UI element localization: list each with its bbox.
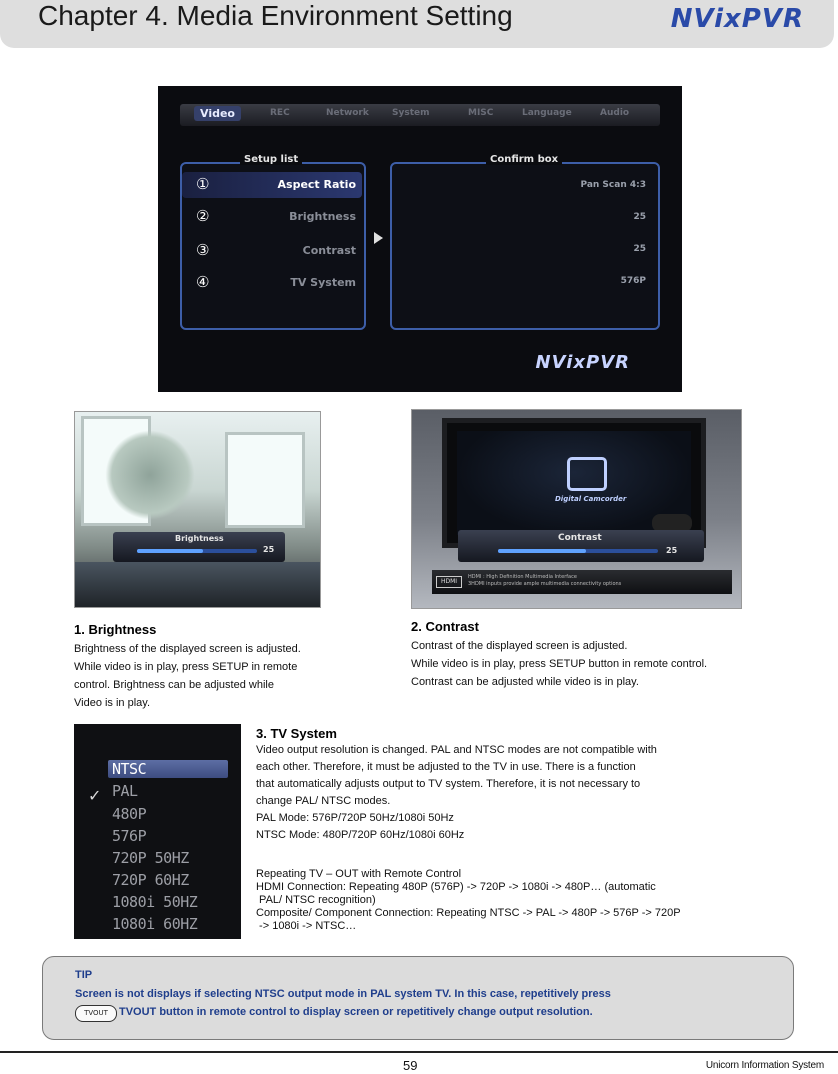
osd-label: Contrast	[558, 533, 602, 543]
tv-system-option-720p-50hz: 720P 50HZ	[112, 849, 189, 867]
menu-tab-bar	[180, 104, 660, 126]
menu-brand-logo: NVixPVR	[535, 352, 630, 373]
tv-system-option-pal: PAL	[112, 782, 138, 800]
contrast-description	[411, 637, 707, 691]
tv-system-menu-screenshot	[74, 724, 241, 939]
footer-divider	[0, 1051, 838, 1053]
setup-item-label: TV System	[290, 276, 356, 289]
camcorder-icon	[567, 457, 607, 491]
tv-system-option-1080i-50hz: 1080i 50HZ	[112, 893, 198, 911]
text-line: -> 1080i -> NTSC…	[256, 920, 357, 932]
contrast-level-fill	[498, 549, 586, 553]
tab-misc: MISC	[468, 108, 494, 118]
text-line: PAL Mode: 576P/720P 50Hz/1080i 50Hz	[256, 812, 454, 824]
contrast-photo	[411, 409, 742, 609]
tab-language: Language	[522, 108, 572, 118]
confirm-value-contrast: 25	[633, 244, 646, 254]
brightness-description	[74, 640, 301, 712]
tv-system-repeat-notes	[256, 868, 681, 933]
checkmark-icon: ✓	[88, 786, 102, 805]
tab-network: Network	[326, 108, 369, 118]
tree-decor	[105, 430, 195, 520]
tab-audio: Audio	[600, 108, 630, 118]
setup-item-label: Contrast	[302, 244, 356, 257]
setup-item-number: ①	[196, 175, 210, 193]
brightness-level-fill	[137, 549, 203, 553]
text-line: Composite/ Component Connection: Repeating NTSC -> PAL -> 480P -> 576P -> 720P	[256, 907, 681, 919]
text-line: Video is in play.	[74, 697, 151, 709]
brightness-osd	[113, 532, 285, 562]
setup-item-label: Aspect Ratio	[277, 178, 356, 191]
text-line: While video is in play, press SETUP in remote	[74, 661, 298, 673]
hdmi-text-line: HDMI : High Definition Multimedia Interface	[468, 574, 577, 580]
text-line: Contrast of the displayed screen is adjusted.	[411, 640, 628, 652]
confirm-value-brightness: 25	[633, 212, 646, 222]
hdmi-info-strip	[432, 570, 732, 594]
setup-item-aspect-ratio	[182, 172, 362, 198]
page-number: 59	[403, 1058, 418, 1073]
chapter-title: Chapter 4. Media Environment Setting	[38, 0, 513, 31]
osd-value: 25	[666, 546, 678, 555]
setup-item-tv-system	[182, 270, 362, 296]
text-line: While video is in play, press SETUP button in remote control.	[411, 658, 708, 670]
confirm-value-aspect-ratio: Pan Scan 4:3	[580, 180, 646, 190]
brightness-level-bar	[137, 549, 257, 553]
confirm-box-panel	[390, 154, 660, 330]
hdmi-text	[468, 574, 621, 588]
confirm-box-title: Confirm box	[486, 154, 562, 165]
text-line: Brightness of the displayed screen is adjusted.	[74, 643, 301, 655]
setup-list-panel	[180, 154, 366, 330]
company-name: Unicorn Information System	[705, 1060, 824, 1071]
contrast-osd	[458, 530, 704, 562]
tv-system-option-576p: 576P	[112, 827, 147, 845]
hdmi-text-line: 3HDMI inputs provide ample multimedia connectivity options	[468, 581, 622, 587]
tab-rec: REC	[270, 108, 290, 118]
brand-logo: NVixPVR	[670, 4, 804, 34]
setup-item-brightness	[182, 204, 362, 230]
tip-box	[42, 956, 794, 1040]
tab-video: Video	[194, 106, 241, 121]
brightness-heading: 1. Brightness	[74, 622, 157, 637]
setup-item-number: ③	[196, 241, 210, 259]
brightness-photo	[74, 411, 321, 608]
setup-list-title: Setup list	[240, 154, 302, 165]
tvout-button-icon: TVOUT	[75, 1005, 117, 1022]
tv-system-heading: 3. TV System	[256, 726, 337, 741]
tip-text-line-1: Screen is not displays if selecting NTSC output mode in PAL system TV. In this case, repetitively press	[75, 988, 611, 1000]
text-line: PAL/ NTSC recognition)	[256, 894, 376, 906]
sofa-decor	[75, 562, 321, 608]
text-line: NTSC Mode: 480P/720P 60Hz/1080i 60Hz	[256, 829, 465, 841]
hdmi-logo: HDMI	[436, 576, 462, 588]
osd-label: Brightness	[175, 534, 224, 543]
contrast-level-bar	[498, 549, 658, 553]
setup-menu-screenshot	[158, 86, 682, 392]
tab-system: System	[392, 108, 430, 118]
setup-item-contrast	[182, 238, 362, 264]
arrow-right-icon	[374, 232, 383, 244]
contrast-heading: 2. Contrast	[411, 619, 479, 634]
setup-item-number: ②	[196, 207, 210, 225]
tv-system-option-720p-60hz: 720P 60HZ	[112, 871, 189, 889]
text-line: change PAL/ NTSC modes.	[256, 795, 391, 807]
tip-title: TIP	[75, 969, 93, 981]
page-header	[0, 0, 834, 48]
setup-item-label: Brightness	[289, 210, 356, 223]
window-decor	[225, 432, 305, 528]
text-line: Repeating TV – OUT with Remote Control	[256, 868, 462, 880]
text-line: control. Brightness can be adjusted while	[74, 679, 274, 691]
confirm-value-tv-system: 576P	[620, 276, 646, 286]
text-line: Contrast can be adjusted while video is in play.	[411, 676, 639, 688]
tv-system-description	[256, 742, 657, 844]
tv-system-option-ntsc: NTSC	[108, 760, 228, 778]
setup-item-number: ④	[196, 273, 210, 291]
text-line: that automatically adjusts output to TV system. Therefore, it is not necessary to	[256, 778, 641, 790]
osd-value: 25	[263, 545, 275, 554]
screen-label: Digital Camcorder	[555, 495, 627, 503]
text-line: each other. Therefore, it must be adjusted to the TV in use. There is a function	[256, 761, 636, 773]
text-line: Video output resolution is changed. PAL and NTSC modes are not compatible with	[256, 744, 657, 756]
tip-text-line-2: TVOUT button in remote control to display screen or repetitively change output resolution.	[119, 1006, 593, 1018]
tv-system-option-1080i-60hz: 1080i 60HZ	[112, 915, 198, 933]
text-line: HDMI Connection: Repeating 480P (576P) -> 720P -> 1080i -> 480P… (automatic	[256, 881, 656, 893]
tv-system-option-480p: 480P	[112, 805, 147, 823]
